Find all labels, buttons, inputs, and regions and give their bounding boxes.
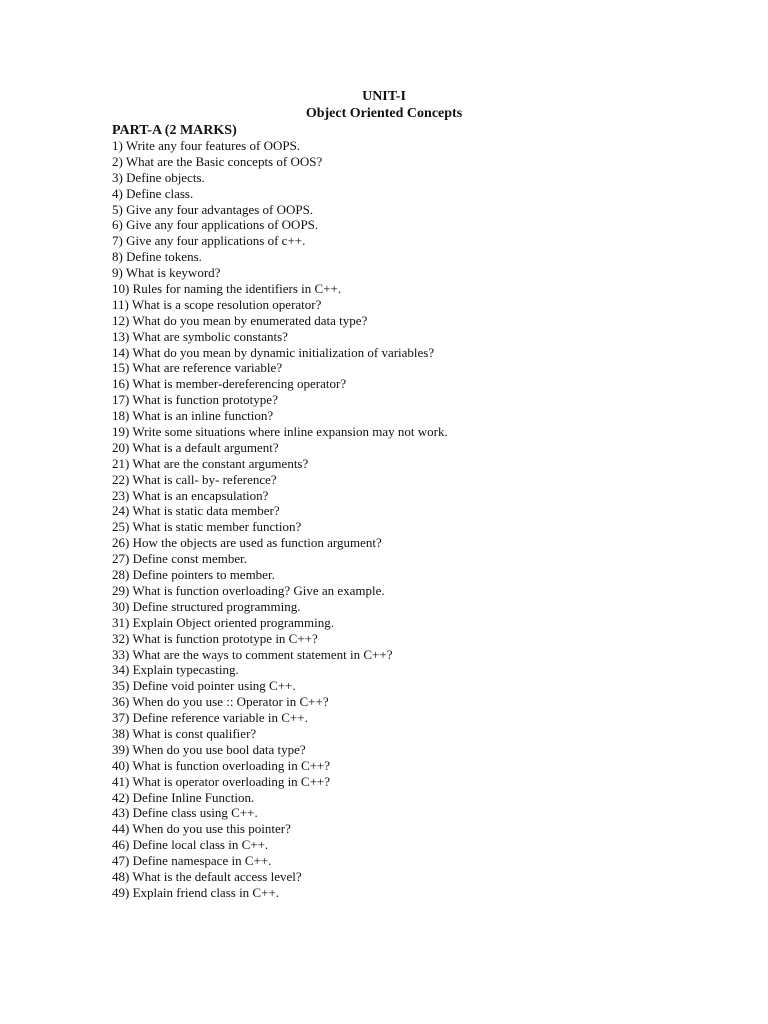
question-item: 19) Write some situations where inline expansion may not work.: [112, 424, 448, 440]
question-item: 21) What are the constant arguments?: [112, 455, 309, 471]
question-item: 20) What is a default argument?: [112, 439, 279, 455]
question-item: 39) When do you use bool data type?: [112, 741, 306, 757]
part-heading: PART-A (2 MARKS): [112, 123, 237, 138]
question-item: 11) What is a scope resolution operator?: [112, 296, 322, 312]
question-item: 33) What are the ways to comment statement in C++?: [112, 646, 393, 662]
question-item: 40) What is function overloading in C++?: [112, 757, 331, 773]
question-item: 43) Define class using C++.: [112, 805, 258, 821]
question-item: 26) How the objects are used as function argument?: [112, 535, 382, 551]
question-item: 22) What is call- by- reference?: [112, 471, 277, 487]
question-item: 9) What is keyword?: [112, 265, 221, 281]
question-list: [112, 138, 448, 901]
question-item: 18) What is an inline function?: [112, 408, 274, 424]
question-item: 14) What do you mean by dynamic initialization of variables?: [112, 344, 435, 360]
question-item: 5) Give any four advantages of OOPS.: [112, 201, 314, 217]
question-item: 3) Define objects.: [112, 169, 205, 185]
question-item: 32) What is function prototype in C++?: [112, 630, 318, 646]
question-item: 25) What is static member function?: [112, 519, 302, 535]
question-item: 48) What is the default access level?: [112, 868, 302, 884]
question-item: 35) Define void pointer using C++.: [112, 678, 296, 694]
question-item: 16) What is member-dereferencing operator?: [112, 376, 347, 392]
question-item: 17) What is function prototype?: [112, 392, 278, 408]
question-item: 15) What are reference variable?: [112, 360, 283, 376]
question-item: 44) When do you use this pointer?: [112, 821, 291, 837]
question-item: 46) Define local class in C++.: [112, 837, 269, 853]
unit-title: UNIT-I: [362, 89, 406, 104]
question-item: 36) When do you use :: Operator in C++?: [112, 694, 329, 710]
question-item: 13) What are symbolic constants?: [112, 328, 288, 344]
question-item: 4) Define class.: [112, 185, 194, 201]
question-item: 27) Define const member.: [112, 551, 248, 567]
question-item: 47) Define namespace in C++.: [112, 853, 272, 869]
question-item: 42) Define Inline Function.: [112, 789, 255, 805]
subject-title: Object Oriented Concepts: [305, 106, 463, 121]
question-item: 37) Define reference variable in C++.: [112, 710, 308, 726]
question-item: 29) What is function overloading? Give an example.: [112, 582, 385, 598]
question-item: 1) Write any four features of OOPS.: [112, 138, 301, 153]
question-item: 34) Explain typecasting.: [112, 662, 239, 678]
question-item: 31) Explain Object oriented programming.: [112, 614, 335, 630]
question-item: 28) Define pointers to member.: [112, 567, 275, 583]
question-item: 30) Define structured programming.: [112, 598, 301, 614]
question-item: 8) Define tokens.: [112, 249, 202, 265]
question-item: 6) Give any four applications of OOPS.: [112, 217, 319, 233]
question-item: 49) Explain friend class in C++.: [112, 884, 280, 900]
question-item: 38) What is const qualifier?: [112, 725, 257, 741]
question-item: 24) What is static data member?: [112, 503, 280, 519]
question-item: 41) What is operator overloading in C++?: [112, 773, 331, 789]
question-item: 23) What is an encapsulation?: [112, 487, 269, 503]
question-item: 10) Rules for naming the identifiers in C++.: [112, 281, 342, 297]
question-item: 7) Give any four applications of c++.: [112, 233, 306, 249]
question-item: 12) What do you mean by enumerated data type?: [112, 312, 368, 328]
question-item: 2) What are the Basic concepts of OOS?: [112, 153, 323, 169]
